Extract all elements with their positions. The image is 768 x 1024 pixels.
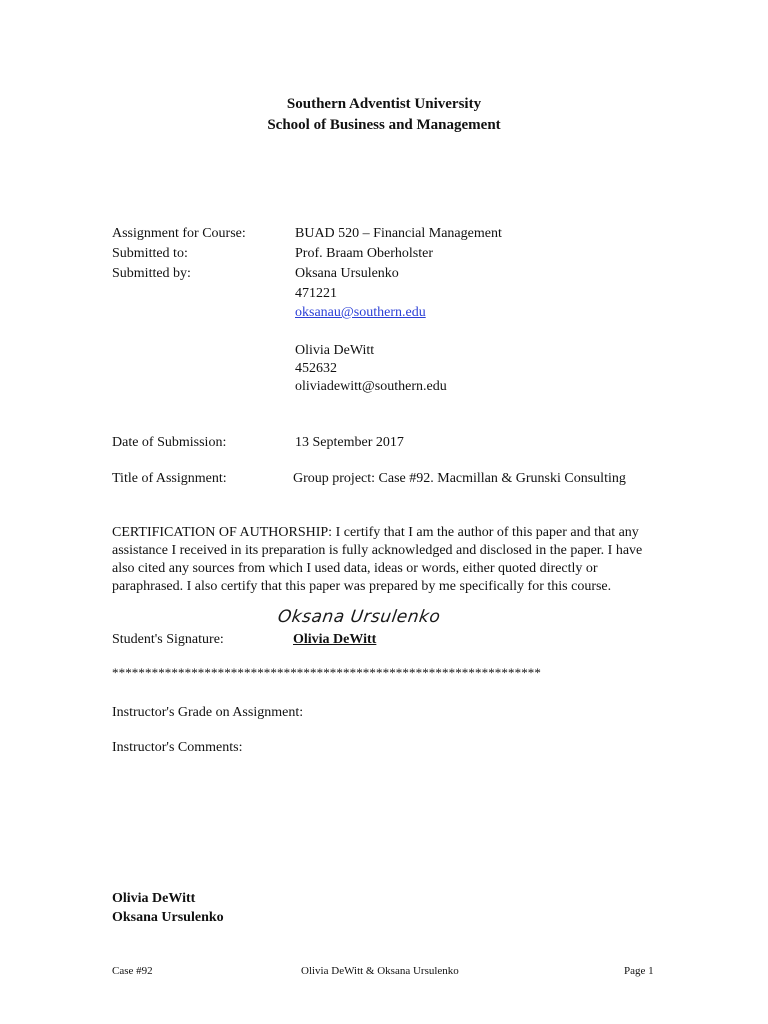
date-value: 13 September 2017	[295, 435, 404, 450]
course-value: BUAD 520 – Financial Management	[295, 226, 502, 241]
title-label: Title of Assignment:	[112, 471, 227, 486]
instructor-comments-label: Instructor's Comments:	[112, 740, 243, 755]
school-name: School of Business and Management	[267, 117, 501, 133]
submitted-by-label: Submitted by:	[112, 266, 191, 281]
separator-line: *****************************************************************	[112, 665, 541, 680]
signature-label: Student's Signature:	[112, 632, 224, 647]
author2-id: 452632	[295, 361, 337, 376]
title-value: Group project: Case #92. Macmillan & Grunski Consulting	[293, 471, 626, 486]
handwritten-signature: Oksana Ursulenko	[276, 607, 442, 627]
date-label: Date of Submission:	[112, 435, 227, 450]
footer-left: Case #92	[112, 965, 153, 977]
closing-name-2: Oksana Ursulenko	[112, 910, 224, 925]
author1-name: Oksana Ursulenko	[295, 266, 399, 281]
submitted-to-label: Submitted to:	[112, 246, 188, 261]
typed-signature: Olivia DeWitt	[293, 632, 377, 647]
closing-name-1: Olivia DeWitt	[112, 891, 196, 906]
author1-id: 471221	[295, 286, 337, 301]
author2-email: oliviadewitt@southern.edu	[295, 379, 447, 394]
instructor-grade-label: Instructor's Grade on Assignment:	[112, 705, 304, 720]
author2-name: Olivia DeWitt	[295, 343, 375, 358]
submitted-to-value: Prof. Braam Oberholster	[295, 246, 434, 261]
footer-center: Olivia DeWitt & Oksana Ursulenko	[301, 965, 459, 977]
author1-email-link[interactable]: oksanau@southern.edu	[295, 305, 426, 320]
university-name: Southern Adventist University	[286, 96, 482, 112]
certification-text: CERTIFICATION OF AUTHORSHIP: I certify that I am the author of this paper and that any assistance I received in its preparation is fully acknowledged and disclosed in the paper. I have also cited any sources from which I used data, ideas or words, either quoted directly or paraphrased. I also certify that this paper was prepared by me specifically for this course.	[112, 525, 643, 594]
footer-page-number: Page 1	[624, 965, 654, 977]
course-label: Assignment for Course:	[112, 226, 246, 241]
